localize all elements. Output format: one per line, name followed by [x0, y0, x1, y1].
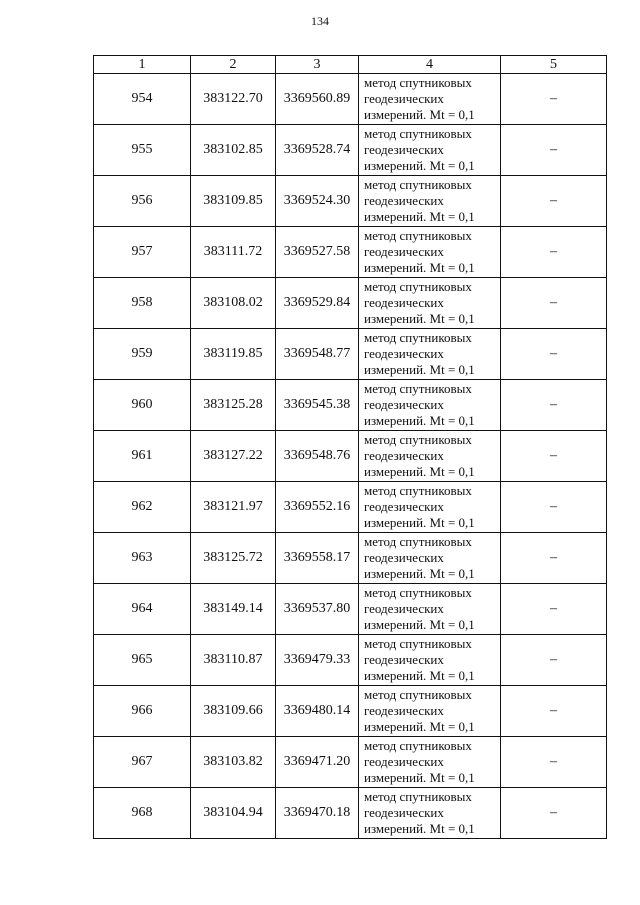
note-cell: – [501, 686, 607, 737]
page-number: 134 [311, 14, 329, 28]
method-cell: метод спутниковых геодезических измерений. Mt = 0,1 [359, 635, 501, 686]
x-coordinate-cell: 383125.72 [191, 533, 276, 584]
x-coordinate-cell: 383149.14 [191, 584, 276, 635]
column-header-1: 1 [94, 56, 191, 74]
y-coordinate-cell: 3369528.74 [276, 125, 359, 176]
column-header-4: 4 [359, 56, 501, 74]
note-cell: – [501, 635, 607, 686]
point-number-cell: 955 [94, 125, 191, 176]
x-coordinate-cell: 383103.82 [191, 737, 276, 788]
method-cell: метод спутниковых геодезических измерений. Mt = 0,1 [359, 737, 501, 788]
y-coordinate-cell: 3369527.58 [276, 227, 359, 278]
note-cell: – [501, 227, 607, 278]
column-header-3: 3 [276, 56, 359, 74]
y-coordinate-cell: 3369524.30 [276, 176, 359, 227]
note-cell: – [501, 788, 607, 839]
point-number-cell: 968 [94, 788, 191, 839]
table-row [94, 737, 607, 788]
x-coordinate-cell: 383119.85 [191, 329, 276, 380]
x-coordinate-cell: 383110.87 [191, 635, 276, 686]
x-coordinate-cell: 383121.97 [191, 482, 276, 533]
point-number-cell: 965 [94, 635, 191, 686]
table-row [94, 482, 607, 533]
note-cell: – [501, 278, 607, 329]
note-cell: – [501, 482, 607, 533]
note-cell: – [501, 533, 607, 584]
method-cell: метод спутниковых геодезических измерений. Mt = 0,1 [359, 329, 501, 380]
point-number-cell: 956 [94, 176, 191, 227]
table-row [94, 584, 607, 635]
x-coordinate-cell: 383104.94 [191, 788, 276, 839]
y-coordinate-cell: 3369471.20 [276, 737, 359, 788]
column-header-5: 5 [501, 56, 607, 74]
y-coordinate-cell: 3369548.76 [276, 431, 359, 482]
y-coordinate-cell: 3369529.84 [276, 278, 359, 329]
y-coordinate-cell: 3369548.77 [276, 329, 359, 380]
method-cell: метод спутниковых геодезических измерений. Mt = 0,1 [359, 125, 501, 176]
y-coordinate-cell: 3369558.17 [276, 533, 359, 584]
y-coordinate-cell: 3369560.89 [276, 74, 359, 125]
point-number-cell: 957 [94, 227, 191, 278]
method-cell: метод спутниковых геодезических измерений. Mt = 0,1 [359, 176, 501, 227]
note-cell: – [501, 176, 607, 227]
point-number-cell: 960 [94, 380, 191, 431]
table-row [94, 227, 607, 278]
table-row [94, 329, 607, 380]
method-cell: метод спутниковых геодезических измерений. Mt = 0,1 [359, 533, 501, 584]
point-number-cell: 966 [94, 686, 191, 737]
table-row [94, 686, 607, 737]
y-coordinate-cell: 3369479.33 [276, 635, 359, 686]
method-cell: метод спутниковых геодезических измерений. Mt = 0,1 [359, 74, 501, 125]
point-number-cell: 964 [94, 584, 191, 635]
point-number-cell: 959 [94, 329, 191, 380]
note-cell: – [501, 329, 607, 380]
point-number-cell: 967 [94, 737, 191, 788]
point-number-cell: 961 [94, 431, 191, 482]
point-number-cell: 954 [94, 74, 191, 125]
y-coordinate-cell: 3369552.16 [276, 482, 359, 533]
x-coordinate-cell: 383122.70 [191, 74, 276, 125]
note-cell: – [501, 584, 607, 635]
method-cell: метод спутниковых геодезических измерений. Mt = 0,1 [359, 584, 501, 635]
method-cell: метод спутниковых геодезических измерений. Mt = 0,1 [359, 482, 501, 533]
y-coordinate-cell: 3369480.14 [276, 686, 359, 737]
table-header-row [94, 56, 607, 74]
x-coordinate-cell: 383109.66 [191, 686, 276, 737]
x-coordinate-cell: 383102.85 [191, 125, 276, 176]
note-cell: – [501, 74, 607, 125]
point-number-cell: 962 [94, 482, 191, 533]
table-row [94, 635, 607, 686]
table-body [94, 74, 607, 839]
x-coordinate-cell: 383111.72 [191, 227, 276, 278]
method-cell: метод спутниковых геодезических измерений. Mt = 0,1 [359, 380, 501, 431]
note-cell: – [501, 380, 607, 431]
table-row [94, 380, 607, 431]
x-coordinate-cell: 383108.02 [191, 278, 276, 329]
y-coordinate-cell: 3369537.80 [276, 584, 359, 635]
note-cell: – [501, 737, 607, 788]
column-header-2: 2 [191, 56, 276, 74]
method-cell: метод спутниковых геодезических измерений. Mt = 0,1 [359, 278, 501, 329]
method-cell: метод спутниковых геодезических измерений. Mt = 0,1 [359, 788, 501, 839]
method-cell: метод спутниковых геодезических измерений. Mt = 0,1 [359, 686, 501, 737]
table-row [94, 125, 607, 176]
y-coordinate-cell: 3369545.38 [276, 380, 359, 431]
point-number-cell: 963 [94, 533, 191, 584]
table-row [94, 176, 607, 227]
y-coordinate-cell: 3369470.18 [276, 788, 359, 839]
note-cell: – [501, 431, 607, 482]
coordinates-table [93, 55, 607, 839]
x-coordinate-cell: 383125.28 [191, 380, 276, 431]
table-row [94, 74, 607, 125]
note-cell: – [501, 125, 607, 176]
table-row [94, 431, 607, 482]
method-cell: метод спутниковых геодезических измерений. Mt = 0,1 [359, 227, 501, 278]
method-cell: метод спутниковых геодезических измерений. Mt = 0,1 [359, 431, 501, 482]
x-coordinate-cell: 383109.85 [191, 176, 276, 227]
table-row [94, 278, 607, 329]
table-row [94, 533, 607, 584]
table-row [94, 788, 607, 839]
x-coordinate-cell: 383127.22 [191, 431, 276, 482]
point-number-cell: 958 [94, 278, 191, 329]
